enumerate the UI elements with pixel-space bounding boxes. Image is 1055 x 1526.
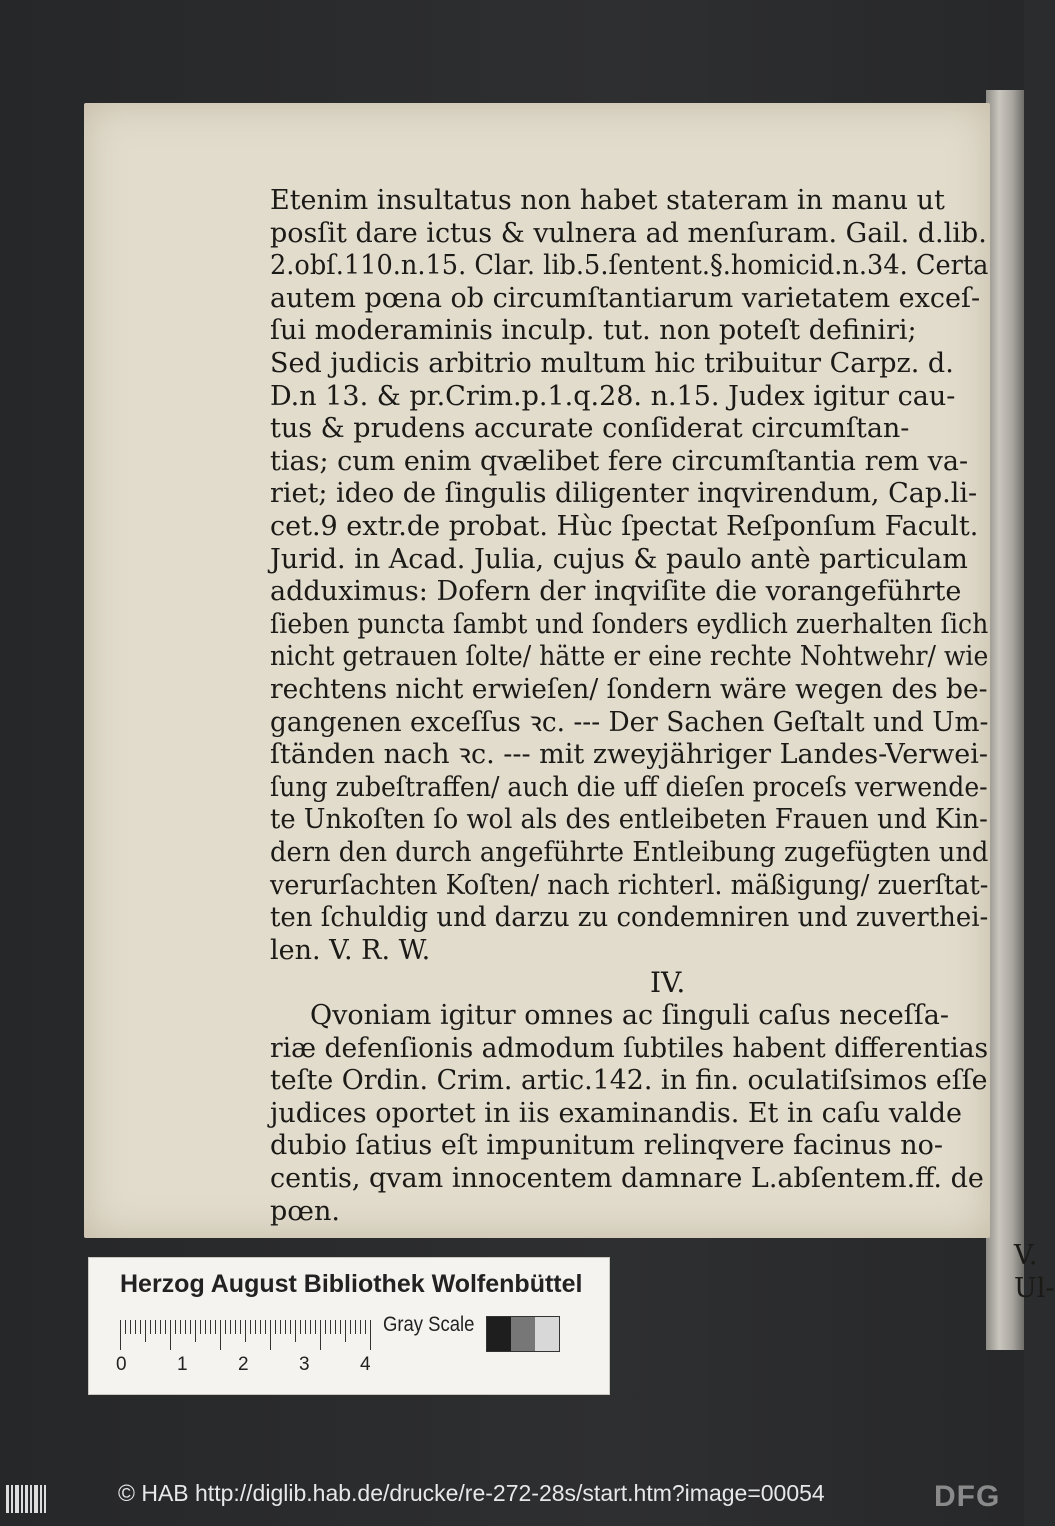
ruler-tick bbox=[370, 1320, 371, 1350]
ruler-number: 1 bbox=[177, 1354, 188, 1375]
ruler-tick bbox=[120, 1320, 121, 1350]
ruler-tick bbox=[180, 1320, 181, 1334]
ruler-tick bbox=[275, 1320, 276, 1334]
book-spine-edge bbox=[986, 90, 1024, 1350]
text-line: Jurid. in Acad. Julia, cujus & paulo antè particulam bbox=[270, 543, 968, 575]
text-line: dern den durch angeführte Entleibung zugefügten und bbox=[270, 837, 989, 868]
ruler-tick bbox=[360, 1320, 361, 1334]
ruler-tick bbox=[320, 1320, 321, 1350]
text-line: cet.9 extr.de probat. Hùc ſpectat Reſponſum Facult. bbox=[270, 511, 979, 542]
text-line: len. V. R. W. bbox=[270, 934, 431, 966]
ruler-tick bbox=[175, 1320, 176, 1334]
ruler-tick bbox=[365, 1320, 366, 1334]
text-line: teſte Ordin. Crim. artic.142. in fin. oculatiſsimos eſſe bbox=[270, 1065, 988, 1097]
ruler-tick bbox=[230, 1320, 231, 1334]
gray-swatch bbox=[535, 1317, 559, 1351]
gray-scale-label: Gray Scale bbox=[383, 1313, 475, 1336]
ruler-tick bbox=[215, 1320, 216, 1334]
text-line: tus & prudens accurate conſiderat circumſtan- bbox=[270, 413, 910, 445]
text-line: centis, qvam innocentem damnare L.abſentem.ff. de bbox=[270, 1163, 984, 1194]
text-line: autem pœna ob circumſtantiarum varietatem exceſ- bbox=[270, 282, 981, 314]
text-line: dubio ſatius eſt impunitum relinqvere facinus no- bbox=[270, 1130, 943, 1162]
text-line: verurſachten Koſten/ nach richterl. mäßigung/ zuerſtat- bbox=[270, 869, 989, 901]
ruler-tick bbox=[340, 1320, 341, 1334]
ruler-tick bbox=[345, 1320, 346, 1342]
ruler-tick bbox=[285, 1320, 286, 1334]
text-line: riet; ideo de ſingulis diligenter inqvirendum, Cap.li- bbox=[270, 478, 978, 510]
ruler-tick bbox=[125, 1320, 126, 1334]
ruler-number: 3 bbox=[299, 1354, 310, 1375]
text-line: ten ſchuldig und darzu zu condemniren und zuverthei- bbox=[270, 902, 989, 934]
ruler-tick bbox=[170, 1320, 171, 1350]
gray-scale-swatches bbox=[486, 1316, 560, 1352]
ruler-tick bbox=[160, 1320, 161, 1334]
ruler-tick bbox=[255, 1320, 256, 1334]
text-line: 2.obſ.110.n.15. Clar. lib.5.ſentent.§.homicid.n.34. Certa bbox=[270, 250, 989, 282]
ruler-tick bbox=[310, 1320, 311, 1334]
measurement-ruler bbox=[120, 1320, 380, 1350]
text-line: ſui moderaminis inculp. tut. non poteſt definiri; bbox=[270, 315, 917, 347]
catchword: V. Ul- bbox=[1014, 1240, 1055, 1304]
ruler-tick bbox=[210, 1320, 211, 1334]
library-label-card bbox=[88, 1257, 610, 1395]
ruler-tick bbox=[265, 1320, 266, 1334]
ruler-tick bbox=[225, 1320, 226, 1334]
ruler-tick bbox=[140, 1320, 141, 1334]
ruler-tick bbox=[155, 1320, 156, 1334]
ruler-tick bbox=[245, 1320, 246, 1342]
ruler-tick bbox=[220, 1320, 221, 1350]
text-line: judices oportet in iis examinandis. Et in caſu valde bbox=[270, 1097, 963, 1129]
ruler-tick bbox=[270, 1320, 271, 1350]
viewer-footer bbox=[0, 1471, 1024, 1526]
text-line: pœn. bbox=[270, 1195, 340, 1227]
ruler-tick bbox=[260, 1320, 261, 1334]
ruler-tick bbox=[135, 1320, 136, 1334]
ruler-tick bbox=[190, 1320, 191, 1334]
ruler-tick bbox=[205, 1320, 206, 1334]
text-line: rechtens nicht erwieſen/ ſondern wäre wegen des be- bbox=[270, 674, 988, 705]
ruler-tick bbox=[240, 1320, 241, 1334]
text-line: te Unkoſten ſo wol als des entleibeten Frauen und Kin- bbox=[270, 804, 988, 836]
ruler-tick bbox=[350, 1320, 351, 1334]
dfg-logo: DFG bbox=[934, 1480, 1001, 1513]
barcode-icon bbox=[6, 1485, 46, 1513]
ruler-number: 0 bbox=[116, 1354, 127, 1375]
source-credit-link[interactable]: © HAB http://diglib.hab.de/drucke/re-272-28s/start.htm?image=00054 bbox=[118, 1480, 825, 1506]
text-line: Qvoniam igitur omnes ac ſinguli caſus neceſſa- bbox=[310, 1000, 949, 1031]
ruler-tick bbox=[200, 1320, 201, 1334]
text-line: nicht getrauen ſolte/ hätte er eine rechte Nohtwehr/ wie bbox=[270, 641, 989, 673]
text-line: D.n 13. & pr.Crim.p.1.q.28. n.15. Judex igitur cau- bbox=[270, 380, 956, 412]
text-line: Etenim insultatus non habet stateram in manu ut bbox=[270, 185, 945, 216]
ruler-tick bbox=[195, 1320, 196, 1342]
ruler-tick bbox=[145, 1320, 146, 1342]
ruler-tick bbox=[280, 1320, 281, 1334]
text-line: ſtänden nach ꝛc. --- mit zweyjähriger Landes-Verwei- bbox=[270, 739, 989, 771]
gray-swatch bbox=[487, 1317, 511, 1351]
ruler-tick bbox=[150, 1320, 151, 1334]
ruler-tick bbox=[315, 1320, 316, 1334]
ruler-tick bbox=[300, 1320, 301, 1334]
text-line: tias; cum enim qvælibet fere circumſtantia rem va- bbox=[270, 445, 969, 477]
ruler-tick bbox=[250, 1320, 251, 1334]
ruler-tick bbox=[130, 1320, 131, 1334]
text-line: adduximus: Dofern der inqviſite die vorangeführte bbox=[270, 576, 962, 608]
gray-swatch bbox=[511, 1317, 535, 1351]
library-name: Herzog August Bibliothek Wolfenbüttel bbox=[120, 1270, 583, 1298]
ruler-number: 4 bbox=[360, 1354, 371, 1375]
ruler-tick bbox=[185, 1320, 186, 1334]
section-heading: IV. bbox=[650, 966, 686, 1000]
text-line: ſung zubeſtraffen/ auch die uff dieſen proceſs verwende- bbox=[270, 771, 988, 803]
ruler-tick bbox=[165, 1320, 166, 1334]
ruler-tick bbox=[335, 1320, 336, 1334]
text-line: gangenen exceſſus ꝛc. --- Der Sachen Geſtalt und Um- bbox=[270, 706, 989, 738]
ruler-tick bbox=[305, 1320, 306, 1334]
text-line: riæ defenſionis admodum ſubtiles habent differentias bbox=[270, 1032, 989, 1064]
text-line: ſieben puncta ſambt und ſonders eydlich zuerhalten ſich bbox=[270, 608, 989, 640]
ruler-tick bbox=[330, 1320, 331, 1334]
ruler-tick bbox=[355, 1320, 356, 1334]
ruler-tick bbox=[295, 1320, 296, 1342]
ruler-tick bbox=[290, 1320, 291, 1334]
ruler-tick bbox=[325, 1320, 326, 1334]
text-line: Sed judicis arbitrio multum hic tribuitur Carpz. d. bbox=[270, 348, 954, 379]
text-line: posſit dare ictus & vulnera ad menſuram. Gail. d.lib. bbox=[270, 217, 987, 249]
ruler-tick bbox=[235, 1320, 236, 1334]
ruler-number: 2 bbox=[238, 1354, 249, 1375]
